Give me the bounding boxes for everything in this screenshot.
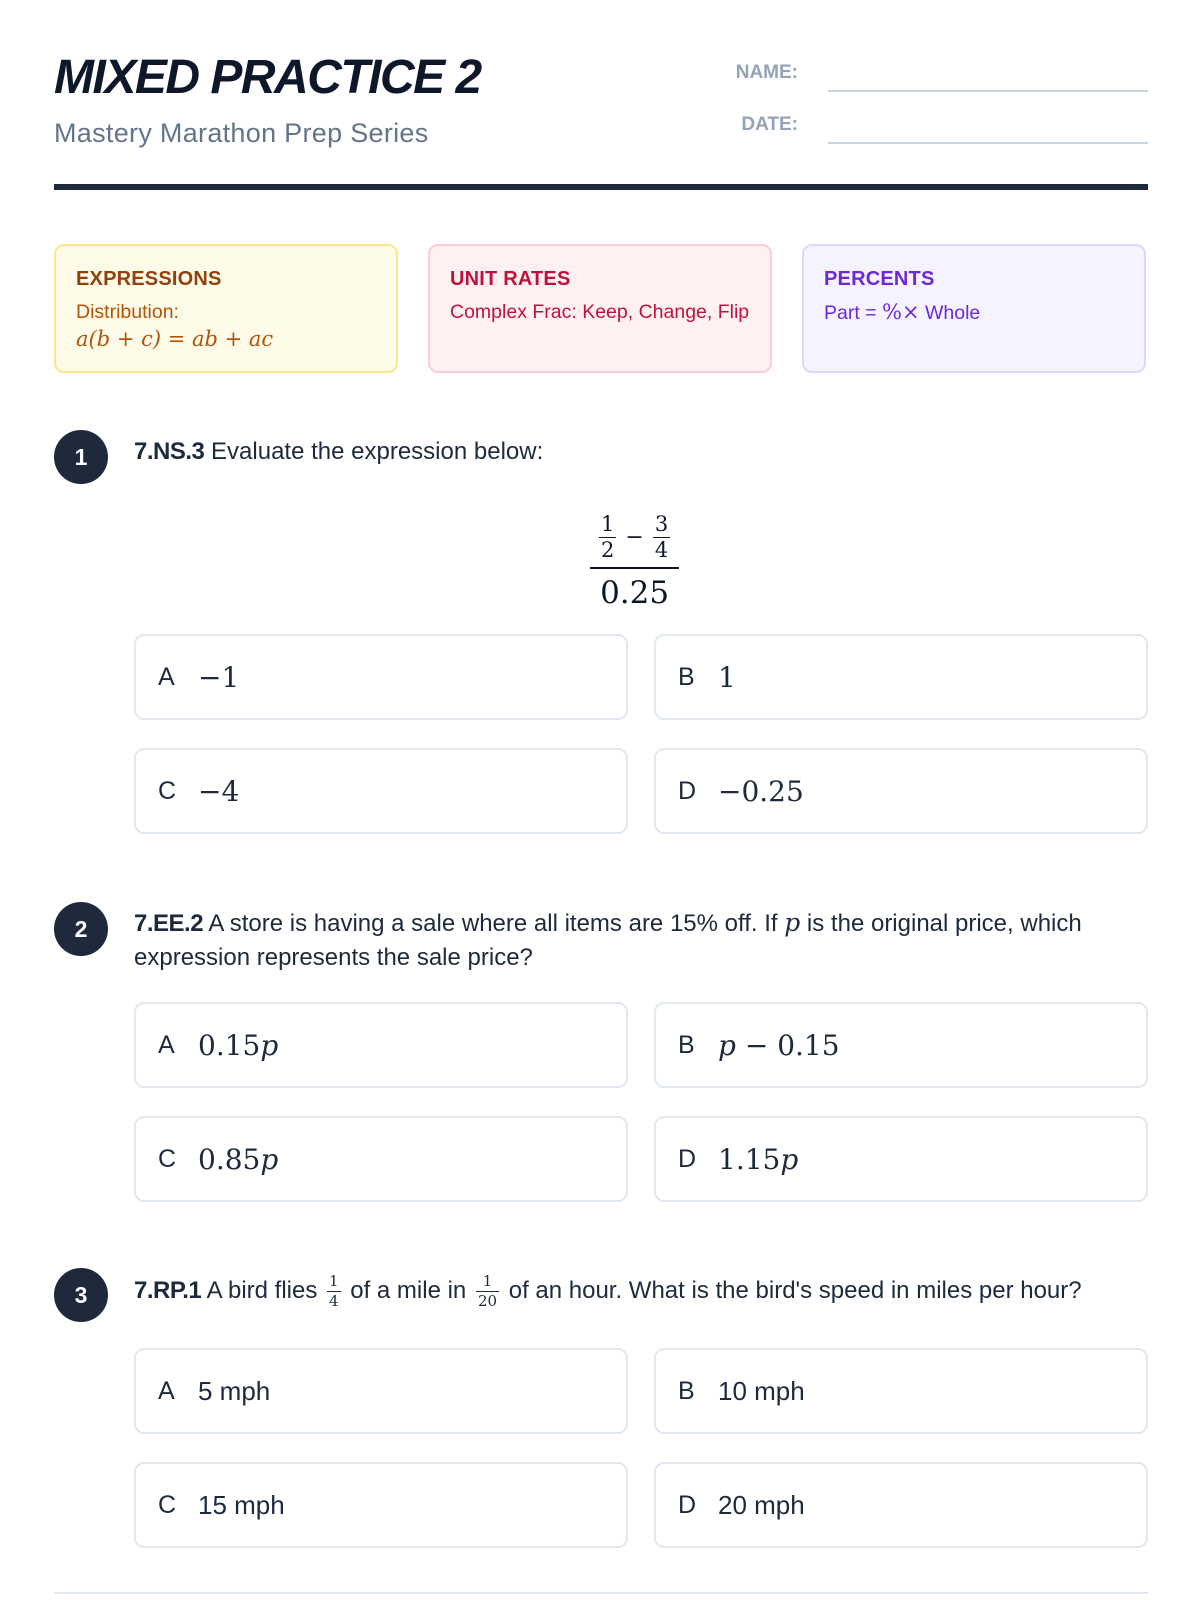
- answer-option-c[interactable]: [134, 748, 628, 834]
- option-variable: p: [260, 1028, 279, 1062]
- option-variable: p: [260, 1142, 279, 1176]
- answer-option-a[interactable]: [134, 634, 628, 720]
- variable-p: p: [784, 908, 801, 937]
- option-value: −1: [198, 660, 240, 694]
- option-value: 20 mph: [718, 1489, 805, 1520]
- worksheet-subtitle: Mastery Marathon Prep Series: [54, 118, 429, 148]
- answer-option-b[interactable]: [654, 1348, 1148, 1434]
- option-letter: D: [678, 776, 697, 805]
- tip-text: [824, 299, 1124, 327]
- question-2-text: [134, 906, 1154, 975]
- frac-numerator: 1: [329, 1272, 339, 1291]
- option-letter: D: [678, 1490, 697, 1519]
- option-value: 5 mph: [198, 1375, 271, 1406]
- answer-option-b[interactable]: [654, 634, 1148, 720]
- question-3-text: [134, 1274, 1154, 1309]
- tip-text: Complex Frac: Keep, Change, Flip: [450, 301, 750, 323]
- name-field[interactable]: [828, 90, 1148, 92]
- tip-title: PERCENTS: [824, 268, 935, 290]
- frac-denominator: 20: [477, 1292, 498, 1311]
- option-letter: D: [678, 1144, 697, 1173]
- frac-denominator: 4: [654, 538, 669, 562]
- question-prompt-part: is the original price, which expression represents the sale price?: [134, 910, 1082, 971]
- option-letter: A: [158, 662, 175, 691]
- tip-card-percents: [802, 244, 1146, 373]
- tip-title: EXPRESSIONS: [76, 268, 222, 290]
- minus-operator: −: [625, 525, 644, 550]
- question-prompt-part: of a mile in: [343, 1277, 473, 1304]
- answer-option-a[interactable]: [134, 1348, 628, 1434]
- answer-option-d[interactable]: [654, 1116, 1148, 1202]
- standard-code: 7.EE.2: [134, 910, 204, 937]
- option-coefficient: 0.15: [198, 1028, 261, 1062]
- standard-code: 7.NS.3: [134, 438, 205, 465]
- tip-percent-symbols: %×: [882, 300, 920, 324]
- option-rest: − 0.15: [735, 1028, 840, 1062]
- tip-card-unit-rates: [428, 244, 772, 373]
- standard-code: 7.RP.1: [134, 1277, 202, 1304]
- expression-complex-fraction: [590, 514, 679, 611]
- question-prompt-part: A store is having a sale where all items are 15% off. If: [208, 910, 785, 937]
- question-number-badge: 1: [54, 430, 108, 484]
- option-letter: B: [678, 1376, 695, 1405]
- answer-option-d[interactable]: [654, 1462, 1148, 1548]
- tip-whole-label: Whole: [919, 302, 981, 324]
- answer-option-b[interactable]: [654, 1002, 1148, 1088]
- answer-option-c[interactable]: [134, 1116, 628, 1202]
- expression-denominator: 0.25: [590, 567, 679, 611]
- frac-denominator: 4: [329, 1292, 339, 1311]
- tip-title: UNIT RATES: [450, 268, 571, 290]
- name-label: NAME:: [735, 62, 798, 83]
- question-1-text: [134, 435, 1154, 469]
- option-letter: A: [158, 1030, 175, 1059]
- question-prompt-part: of an hour. What is the bird's speed in miles per hour?: [502, 1277, 1082, 1304]
- answer-option-a[interactable]: [134, 1002, 628, 1088]
- option-value: 15 mph: [198, 1489, 285, 1520]
- option-coefficient: 1.15: [718, 1142, 781, 1176]
- date-field[interactable]: [828, 142, 1148, 144]
- question-prompt-part: A bird flies: [206, 1277, 325, 1304]
- option-value: −4: [198, 774, 240, 808]
- option-value: 1: [718, 660, 736, 694]
- answer-option-c[interactable]: [134, 1462, 628, 1548]
- option-value: 10 mph: [718, 1375, 805, 1406]
- option-letter: C: [158, 776, 177, 805]
- option-letter: B: [678, 1030, 695, 1059]
- option-value: −0.25: [718, 774, 804, 808]
- frac-numerator: 1: [601, 512, 615, 536]
- option-letter: B: [678, 662, 695, 691]
- option-variable: p: [718, 1028, 736, 1062]
- tip-text: Distribution:: [76, 301, 179, 323]
- option-letter: A: [158, 1376, 175, 1405]
- header-divider: [54, 184, 1148, 190]
- worksheet-title: MIXED PRACTICE 2: [54, 51, 481, 104]
- option-letter: C: [158, 1144, 177, 1173]
- answer-option-d[interactable]: [654, 748, 1148, 834]
- tip-formula: a(b + c) = ab + ac: [76, 327, 274, 351]
- question-number-badge: 3: [54, 1268, 108, 1322]
- tip-part-label: Part =: [824, 302, 882, 324]
- option-coefficient: 0.85: [198, 1142, 261, 1176]
- date-label: DATE:: [741, 114, 798, 135]
- question-number-badge: 2: [54, 902, 108, 956]
- option-variable: p: [780, 1142, 799, 1176]
- frac-denominator: 2: [601, 538, 615, 562]
- option-letter: C: [158, 1490, 177, 1519]
- footer-divider: [54, 1592, 1148, 1594]
- frac-numerator: 3: [654, 512, 669, 536]
- question-prompt: Evaluate the expression below:: [211, 438, 544, 465]
- tip-card-expressions: [54, 244, 398, 373]
- frac-numerator: 1: [482, 1272, 493, 1291]
